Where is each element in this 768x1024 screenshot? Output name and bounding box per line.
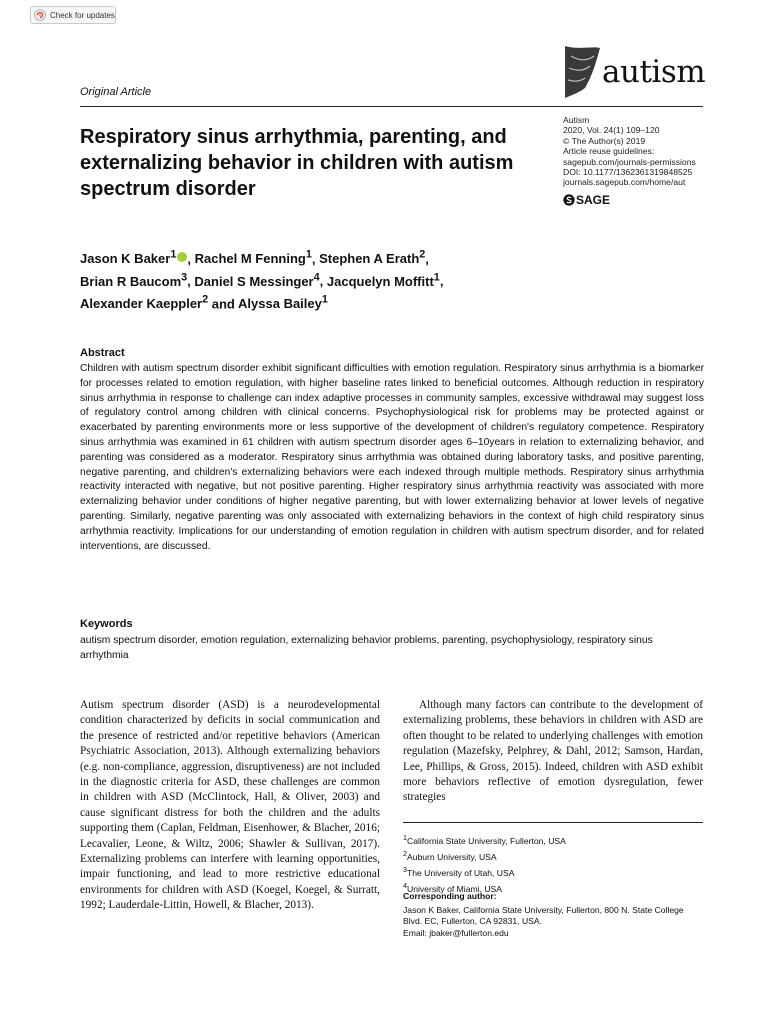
body-paragraph: Autism spectrum disorder (ASD) is a neurodevelopmental condition characterized by deficits in social communication and the presence of restricted and/or repetitive behaviors (American Psychiatric Association, 2013). Although externalizing behaviors (e.g. non-compliance, aggression, disruptiveness) are not included in the diagnostic criteria for ASD, these challenges are common in children with ASD (McClintock, Hall, & Oliver, 2003) and cause significant distress for both the children and the adults supporting them (Caplan, Feldman, Eisenhower, & Blacher, 2016; Lecavalier, Leone, & Wiltz, 2006; Shawler & Sullivan, 2017). Externalizing problems can interfere with learning opportunities, impair functioning, and lead to more restrictive educational environments for children with ASD (Koegel, Koegel, & Surratt, 1992; Lauderdale-Littin, Howell, & Blacher, 2013). [80,699,380,912]
footnote-divider [403,822,703,823]
corresponding-heading: Corresponding author: [403,891,497,901]
corresponding-details [403,905,703,939]
affiliation: $^2$Auburn University, USA [403,849,497,862]
sage-icon [563,194,575,206]
reuse-label: Article reuse guidelines: [563,146,655,157]
orcid-icon[interactable] [177,252,187,262]
affiliation: $^4$University of Miami, USA [403,881,503,894]
affiliation: $^1$California State University, Fullerton, USA [403,834,566,846]
author[interactable]: Stephen A Erath$^2$ [319,249,426,267]
reuse-link[interactable]: sagepub.com/journals-permissions [563,156,696,167]
publisher-name: SAGE [576,193,611,207]
article-type: Original Article [80,86,152,98]
affiliation: $^3$The University of Utah, USA [403,865,515,878]
journal-volume: 2020, Vol. 24(1) 109–120 [563,125,660,136]
body-column-right [403,698,703,806]
journal-logo-text: autism [602,54,706,90]
journal-meta [563,115,696,188]
doi[interactable]: DOI: 10.1177/1362361319848525 [563,167,693,178]
publisher-logo [563,193,610,207]
author-list: Jason K Baker$^1$ , Rachel M Fenning$^1$, Stephen A Erath$^2$, Brian R Baucom$^3$, Daniel S Messinger$^4$, Jacquelyn Moffitt$^1$, Alexander Kaeppler$^2$ and Alyssa Bailey$^1$ [80,249,444,311]
check-for-updates-button[interactable] [30,6,116,24]
journal-home-link[interactable]: journals.sagepub.com/home/aut [563,177,686,188]
corresponding-address: Jason K Baker, California State University, Fullerton, 800 N. State College Blvd. EC, Fullerton, CA 92831, USA. [403,905,684,927]
author[interactable]: Daniel S Messinger$^4$ [194,271,320,289]
author[interactable]: Jacquelyn Moffitt$^1$ [326,271,440,289]
journal-name: Autism [563,115,590,125]
author[interactable]: Rachel M Fenning$^1$ [194,249,312,267]
keywords-text: autism spectrum disorder, emotion regulation, externalizing behavior problems, parenting, psychophysiology, respiratory sinus arrhythmia [80,635,653,661]
author[interactable]: Alexander Kaeppler$^2$ [80,293,209,311]
body-paragraph: Although many factors can contribute to the development of externalizing problems, these behaviors in children with ASD are often thought to be related to underlying challenges with emotion regulation (Mazefsky, Pelphrey, & Dahl, 2012; Samson, Hardan, Lee, Phillips, & Gross, 2015). Indeed, children with ASD exhibit more behaviors reflective of emotion dysregulation, fewer strategies [403,699,703,804]
abstract-text: Children with autism spectrum disorder exhibit significant difficulties with emotion regulation. Respiratory sinus arrhythmia is a biomarker for processes related to emotion regulation, with higher baseline rates linked to beneficial outcomes. Although reduction in respiratory sinus arrhythmia in response to challenge can index adaptive processes in community samples, excessive withdrawal may suggest loss of regulatory control among children with clinical concerns. Psychophysiological risk for problems may be protected against or exacerbated by parenting environments more or less supportive of the development of children's regulatory competence. Respiratory sinus arrhythmia was examined in 61 children with autism spectrum disorder ages 6–10years in relation to externalizing behavior, and parenting was considered as a moderator. Respiratory sinus arrhythmia was obtained during laboratory tasks, and positive parenting, negative parenting, and children's externalizing behaviors were each indexed through multiple methods. Respiratory sinus arrhythmia reactivity interacted with negative, but not positive parenting. Higher respiratory sinus arrhythmia reactivity was associated with more externalizing behavior under conditions of higher negative parenting, but with lower externalizing behavior at lower levels of negative parenting. Similarly, negative parenting was only associated with externalizing behaviors in the context of high child respiratory sinus arrhythmia reactivity. Implications for our understanding of emotion regulation in children with autism spectrum disorder, and for related interventions, are discussed. [80,363,704,552]
journal-copyright: © The Author(s) 2019 [563,135,646,146]
author[interactable]: Brian R Baucom$^3$ [80,271,188,289]
article-title: Respiratory sinus arrhythmia, parenting, and externalizing behavior in children with autism spectrum disorder [80,126,514,200]
check-for-updates-label: Check for updates [50,10,115,20]
author[interactable]: Alyssa Bailey$^1$ [238,293,328,311]
abstract-heading: Abstract [80,347,125,359]
header-divider [80,106,703,107]
affiliations [403,832,566,895]
corresponding-email[interactable]: Email: jbaker@fullerton.edu [403,927,509,938]
keywords-heading: Keywords [80,618,133,630]
body-column-left [80,698,380,914]
update-icon [34,9,46,21]
author[interactable]: Jason K Baker$^1$ [80,249,177,267]
